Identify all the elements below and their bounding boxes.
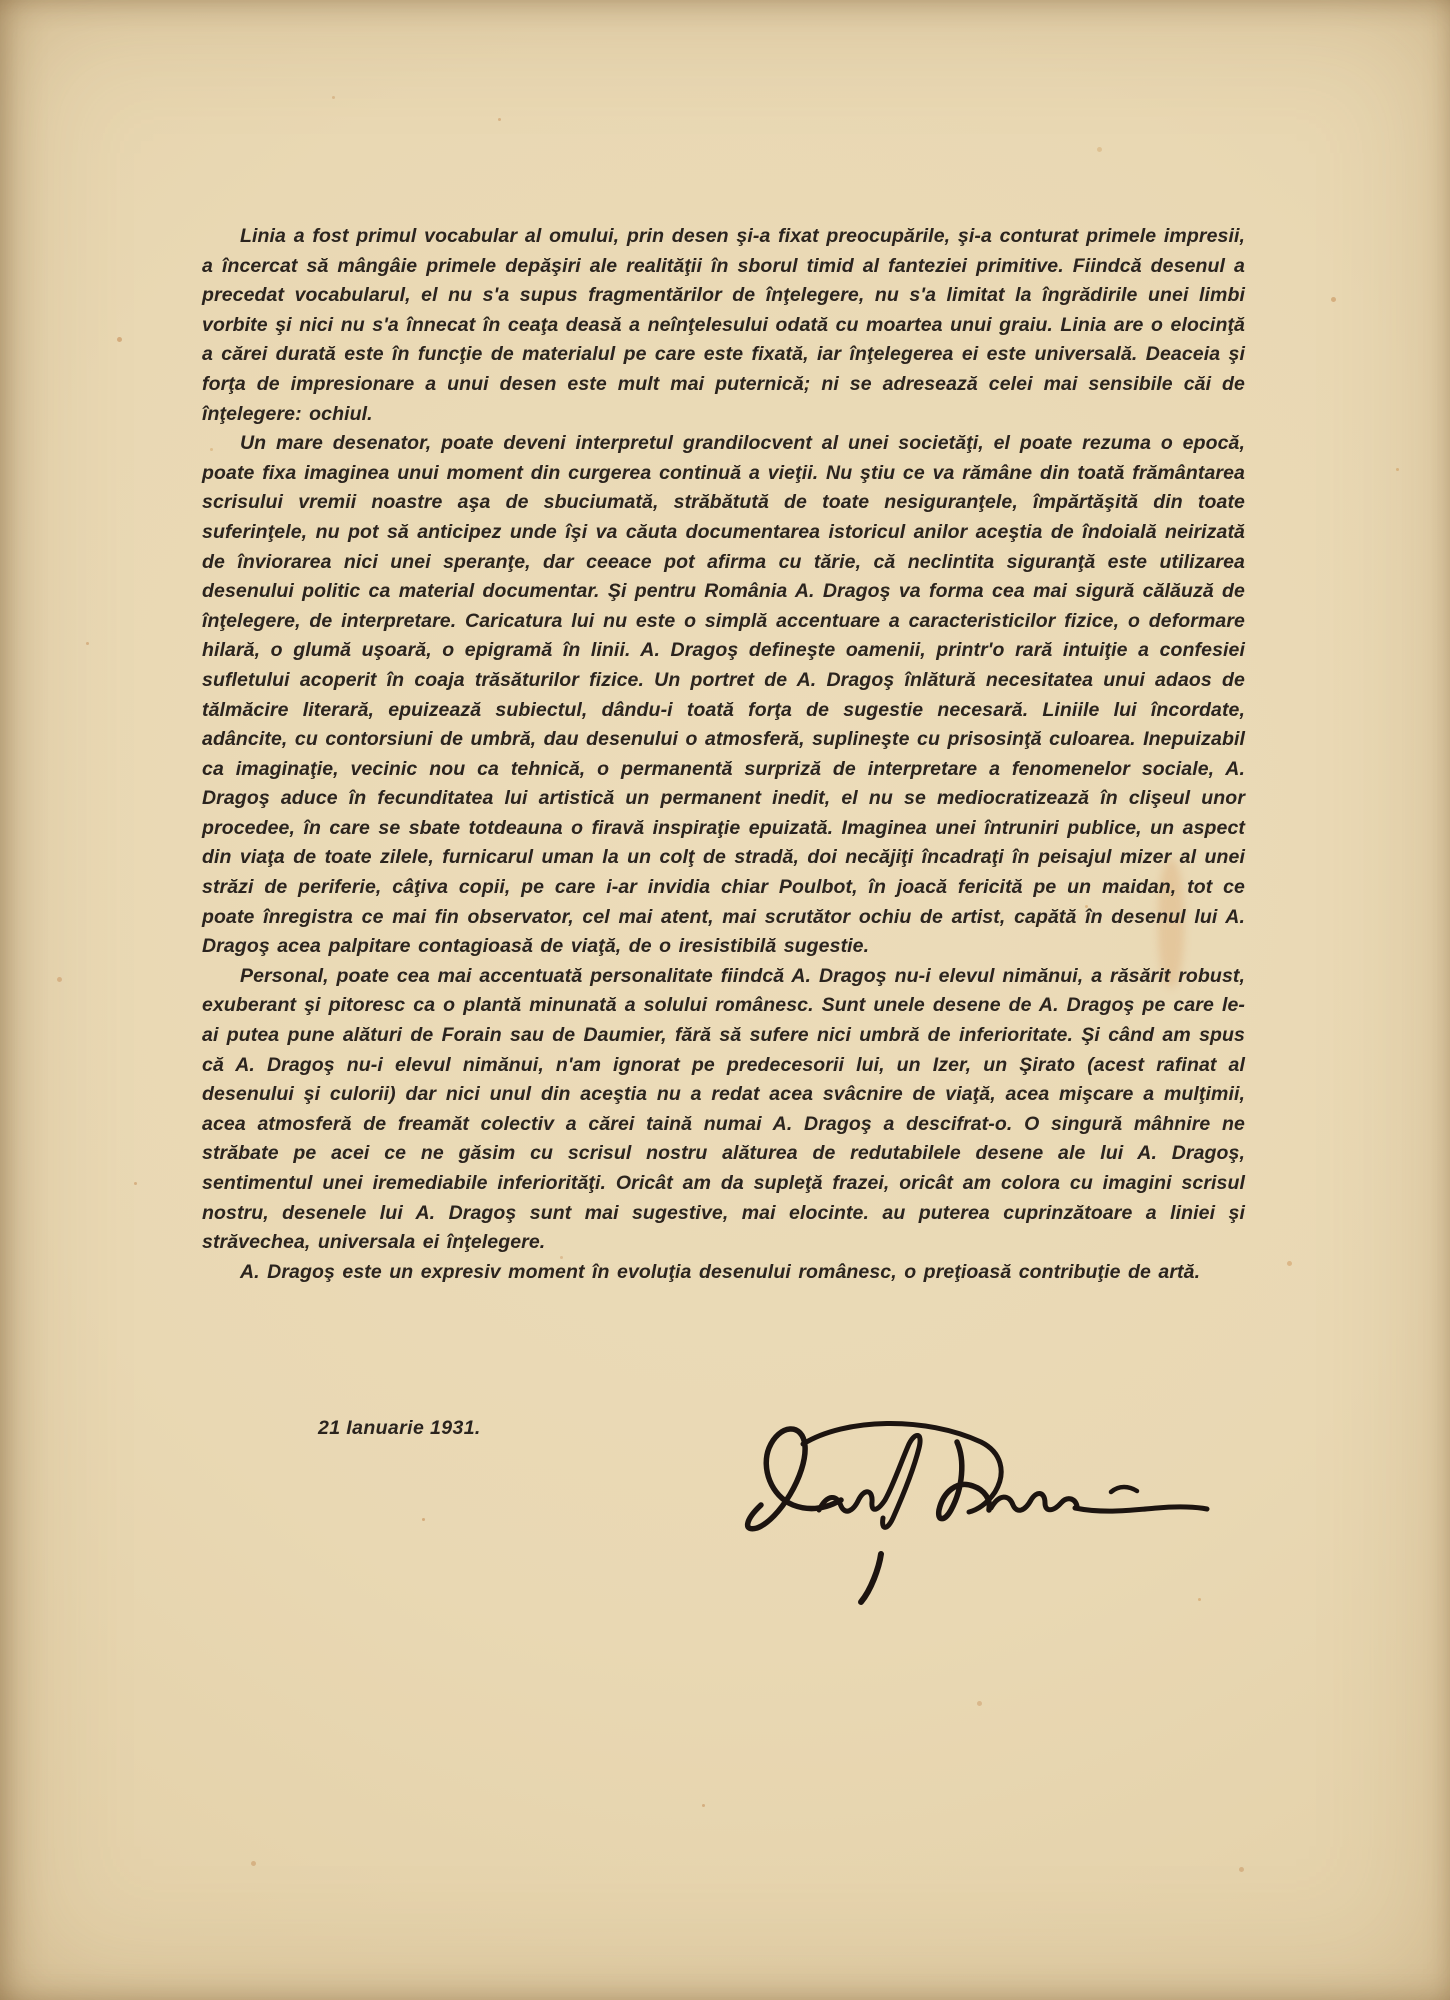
date-line: 21 Ianuarie 1931. xyxy=(318,1417,481,1439)
foxing-speckles xyxy=(0,0,3,3)
signature xyxy=(695,1402,1240,1637)
body-paragraph: A. Dragoş este un expresiv moment în evoluţia desenului românesc, o preţioasă contribuţie de artă. xyxy=(240,1260,1201,1283)
essay-text xyxy=(202,222,1245,1287)
signature-stroke xyxy=(819,1435,920,1527)
body-paragraph: Personal, poate cea mai accentuată personalitate fiindcă A. Dragoş nu-i elevul nimănui, a răsărit robust, exuberant şi pitoresc ca o plantă minunată a solului românesc. Sunt unele desene de A. Dragoş pe care le-ai putea pune alături de Forain sau de Daumier, fără să sufere nici umbră de inferioritate. Şi când am spus că A. Dragoş nu-i elevul nimănui, n'am ignorat pe predecesorii lui, un Izer, un Şirato (acest rafinat al desenului şi culorii) dar nici unul din aceştia nu a redat acea svâcnire de viaţă, acea mişcare a mulţimii, acea atmosferă de freamăt colectiv a cărei taină numai A. Dragoş a descifrat-o. O singură mâhnire ne străbate pe acei ce ne găsim cu scrisul nostru alăturea de redutabilele desene ale lui A. Dragoş, sentimentul unei iremediabile inferiorităţi. Oricât am da supleţă frazei, oricât am colora cu imagini scrisul nostru, desenele lui A. Dragoş sunt mai sugestive, mai elocinte. au puterea cuprinzătoare a liniei şi străvechea, universala ei înţelegere. xyxy=(202,964,1245,1254)
signature-stroke xyxy=(1111,1487,1137,1492)
body-paragraph: Linia a fost primul vocabular al omului, prin desen şi-a fixat preocupările, şi-a conturat primele impresii, a încercat să mângâie primele depăşiri ale realităţii în sborul timid al fanteziei primitive. Fiindcă desenul a precedat vocabularul, el nu s'a supus fragmentărilor de înţelegere, nu s'a limitat la îngrădirile unei limbi vorbite şi nici nu s'a înnecat în ceaţa deasă a neînţelesului odată cu moartea unui graiu. Linia are o elocinţă a cărei durată este în funcţie de materialul pe care este fixată, iar înţelegerea ei este universală. Deaceia şi forţa de impresionare a unui desen este mult mai puternică; ni se adresează celei mai sensibile căi de înţelegere: ochiul. xyxy=(202,225,1245,425)
signature-stroke xyxy=(748,1429,841,1529)
signature-stroke xyxy=(861,1554,881,1602)
body-paragraph: Un mare desenator, poate deveni interpretul grandilocvent al unei societăţi, el poate rezuma o epocă, poate fixa imaginea unui moment din curgerea continuă a vieţii. Nu ştiu ce va rămâne din toată frământarea scrisului vremii noastre aşa de sbuciumată, străbătută de toate nesiguranţele, împărtăşită din toate suferinţele, nu pot să anticipez unde îşi va căuta documentarea istoricul anilor aceştia de îndoială neirizată de înviorarea nici unei speranţe, dar ceeace pot afirma cu tărie, că neclintita siguranţă este utilizarea desenului politic ca material documentar. Şi pentru România A. Dragoş va forma cea mai sigură călăuză de înţelegere, de interpretare. Caricatura lui nu este o simplă accentuare a caracteristicilor fizice, o deformare hilară, o glumă uşoară, o epigramă în linii. A. Dragoş defineşte oamenii, printr'o rară intuiţie a confesiei sufletului acoperit în coaja trăsăturilor fizice. Un portret de A. Dragoş înlătură necesitatea unui adaos de tălmăcire literară, epuizează subiectul, dându-i toată forţa de sugestie necesară. Liniile lui încordate, adâncite, cu contorsiuni de umbră, dau desenului o atmosferă, suplineşte cu prisosinţă culoarea. Inepuizabil ca imaginaţie, vecinic nou ca tehnică, o permanentă surpriză de interpretare a fenomenelor sociale, A. Dragoş aduce în fecunditatea lui artistică un permanent inedit, el nu se mediocratizează în clişeul unor procedee, în care se sbate totdeauna o firavă inspiraţie epuizată. Imaginea unei întruniri publice, un aspect din viaţa de toate zilele, furnicarul uman la un colţ de stradă, doi necăjiţi încadraţi în peisajul mizer al unei străzi de periferie, câţiva copii, pe care i-ar invidia chiar Poulbot, în joacă fericită pe un maidan, tot ce poate înregistra ce mai fin observator, cel mai atent, mai scrutător ochiu de artist, capătă în desenul lui A. Dragoş acea palpitare contagioasă de viaţă, de o iresistibilă sugestie. xyxy=(202,432,1245,958)
signature-stroke xyxy=(991,1494,1077,1511)
signature-stroke xyxy=(1075,1507,1207,1511)
